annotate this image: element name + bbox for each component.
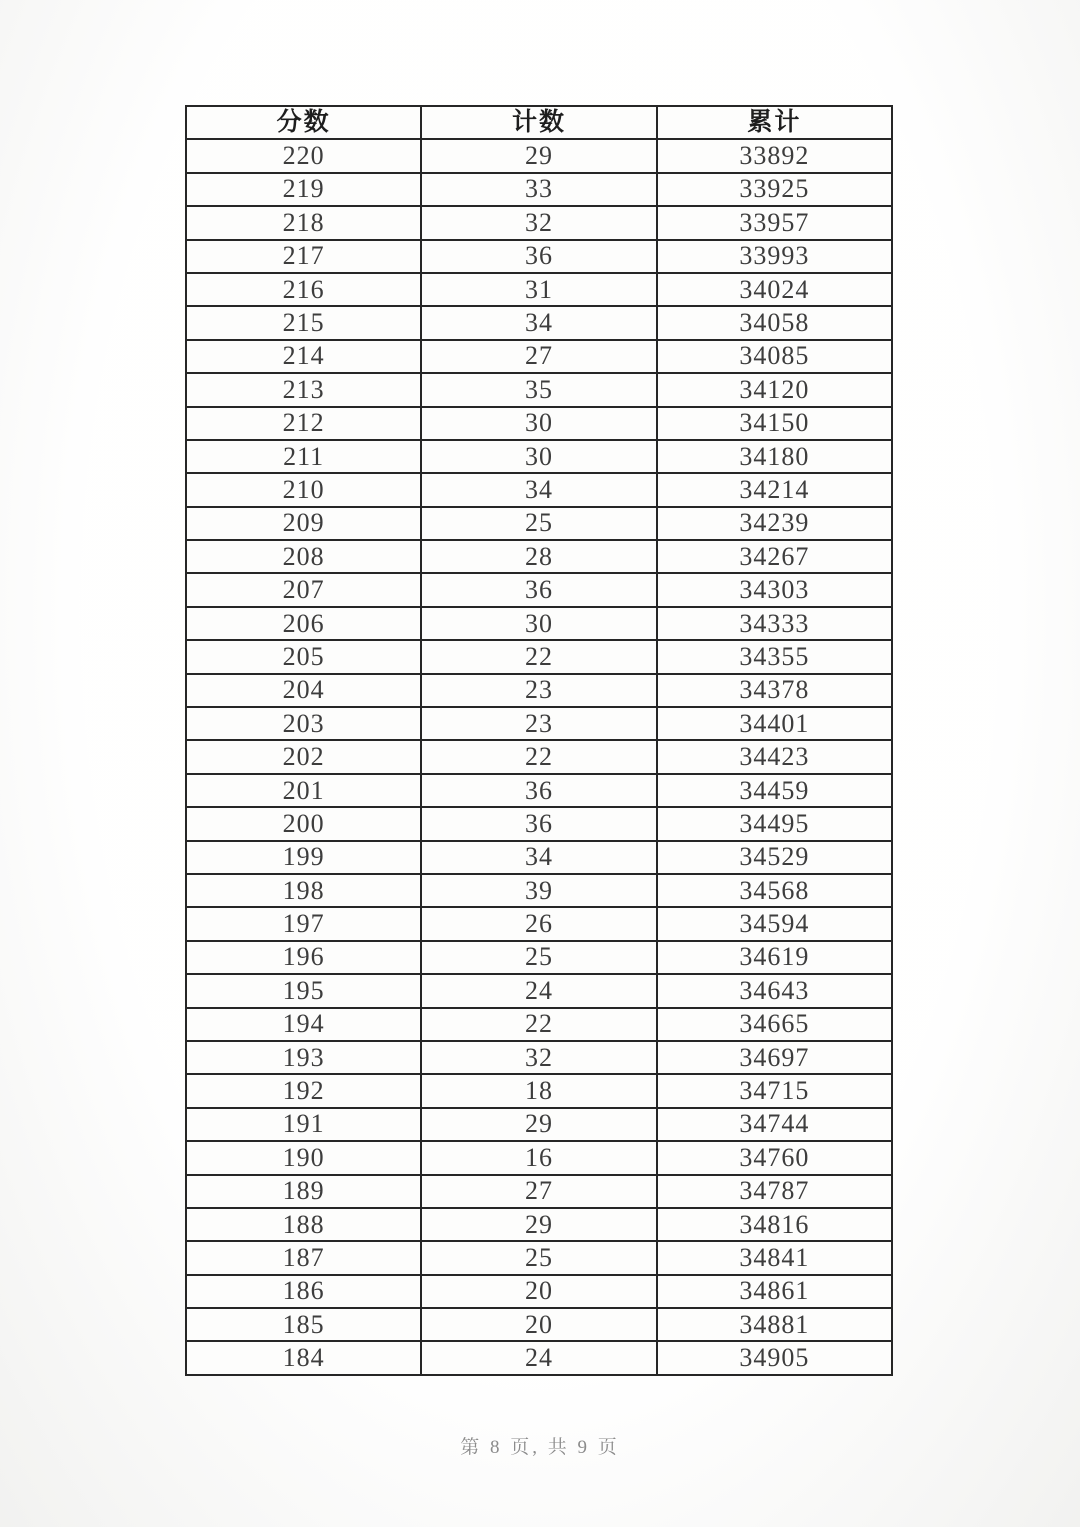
cumulative-cell: 33957 (657, 206, 892, 239)
count-cell: 33 (421, 173, 656, 206)
score-cell: 196 (186, 941, 421, 974)
score-cell: 192 (186, 1074, 421, 1107)
count-cell: 36 (421, 573, 656, 606)
count-cell: 39 (421, 874, 656, 907)
score-cell: 205 (186, 640, 421, 673)
cumulative-cell: 34495 (657, 807, 892, 840)
table-row (186, 1241, 892, 1274)
cumulative-cell: 34333 (657, 607, 892, 640)
table-row (186, 1208, 892, 1241)
score-cell: 220 (186, 139, 421, 172)
count-cell: 27 (421, 340, 656, 373)
count-cell: 25 (421, 507, 656, 540)
table-row (186, 874, 892, 907)
count-cell: 30 (421, 607, 656, 640)
score-cell: 212 (186, 407, 421, 440)
cumulative-cell: 34529 (657, 841, 892, 874)
table-row (186, 774, 892, 807)
cumulative-cell: 34744 (657, 1108, 892, 1141)
count-cell: 36 (421, 807, 656, 840)
cumulative-cell: 34058 (657, 306, 892, 339)
count-cell: 16 (421, 1141, 656, 1174)
score-cell: 209 (186, 507, 421, 540)
count-cell: 25 (421, 1241, 656, 1274)
cumulative-cell: 34861 (657, 1275, 892, 1308)
count-cell: 36 (421, 240, 656, 273)
cumulative-cell: 34459 (657, 774, 892, 807)
cumulative-cell: 34881 (657, 1308, 892, 1341)
table-row (186, 173, 892, 206)
score-cell: 214 (186, 340, 421, 373)
score-cell: 186 (186, 1275, 421, 1308)
score-cell: 199 (186, 841, 421, 874)
page-footer: 第 8 页, 共 9 页 (460, 1437, 620, 1458)
cumulative-cell: 34180 (657, 440, 892, 473)
cumulative-cell: 34267 (657, 540, 892, 573)
score-cell: 215 (186, 306, 421, 339)
count-cell: 32 (421, 1041, 656, 1074)
score-distribution-table (185, 105, 893, 1376)
table-row (186, 1341, 892, 1374)
count-cell: 22 (421, 740, 656, 773)
cumulative-cell: 33892 (657, 139, 892, 172)
table-row (186, 540, 892, 573)
score-cell: 217 (186, 240, 421, 273)
table-row (186, 1008, 892, 1041)
count-cell: 24 (421, 1341, 656, 1374)
cumulative-cell: 34665 (657, 1008, 892, 1041)
score-cell: 194 (186, 1008, 421, 1041)
cumulative-cell: 34150 (657, 407, 892, 440)
cumulative-cell: 34816 (657, 1208, 892, 1241)
table-row (186, 1275, 892, 1308)
score-cell: 202 (186, 740, 421, 773)
table-row (186, 1041, 892, 1074)
table-row (186, 841, 892, 874)
count-cell: 25 (421, 941, 656, 974)
table-row (186, 440, 892, 473)
count-cell: 22 (421, 1008, 656, 1041)
count-cell: 34 (421, 473, 656, 506)
count-cell: 23 (421, 674, 656, 707)
table-row (186, 1175, 892, 1208)
table-row (186, 1308, 892, 1341)
count-cell: 20 (421, 1275, 656, 1308)
score-cell: 204 (186, 674, 421, 707)
cumulative-cell: 34303 (657, 573, 892, 606)
cumulative-cell: 34643 (657, 974, 892, 1007)
table-row (186, 974, 892, 1007)
table-row (186, 707, 892, 740)
cumulative-cell: 34905 (657, 1341, 892, 1374)
score-cell: 213 (186, 373, 421, 406)
table-row (186, 740, 892, 773)
cumulative-cell: 34120 (657, 373, 892, 406)
table-row (186, 674, 892, 707)
score-cell: 191 (186, 1108, 421, 1141)
cumulative-cell: 34423 (657, 740, 892, 773)
cumulative-cell: 33925 (657, 173, 892, 206)
table-row (186, 306, 892, 339)
count-cell: 29 (421, 1108, 656, 1141)
cumulative-cell: 34568 (657, 874, 892, 907)
score-cell: 198 (186, 874, 421, 907)
table-row (186, 941, 892, 974)
table-row (186, 1108, 892, 1141)
count-cell: 18 (421, 1074, 656, 1107)
table-row (186, 1141, 892, 1174)
count-cell: 30 (421, 440, 656, 473)
count-cell: 32 (421, 206, 656, 239)
cumulative-cell: 34715 (657, 1074, 892, 1107)
cumulative-cell: 34787 (657, 1175, 892, 1208)
cumulative-cell: 34401 (657, 707, 892, 740)
score-cell: 197 (186, 907, 421, 940)
cumulative-cell: 34378 (657, 674, 892, 707)
cumulative-cell: 34214 (657, 473, 892, 506)
header-count: 计数 (421, 106, 656, 139)
count-cell: 28 (421, 540, 656, 573)
count-cell: 34 (421, 841, 656, 874)
score-cell: 218 (186, 206, 421, 239)
cumulative-cell: 33993 (657, 240, 892, 273)
score-cell: 211 (186, 440, 421, 473)
cumulative-cell: 34239 (657, 507, 892, 540)
count-cell: 29 (421, 1208, 656, 1241)
header-row (186, 106, 892, 139)
score-cell: 216 (186, 273, 421, 306)
cumulative-cell: 34024 (657, 273, 892, 306)
count-cell: 20 (421, 1308, 656, 1341)
cumulative-cell: 34594 (657, 907, 892, 940)
count-cell: 31 (421, 273, 656, 306)
count-cell: 34 (421, 306, 656, 339)
cumulative-cell: 34355 (657, 640, 892, 673)
score-cell: 193 (186, 1041, 421, 1074)
cumulative-cell: 34841 (657, 1241, 892, 1274)
score-cell: 219 (186, 173, 421, 206)
score-cell: 208 (186, 540, 421, 573)
count-cell: 26 (421, 907, 656, 940)
score-cell: 201 (186, 774, 421, 807)
header-cumulative: 累计 (657, 106, 892, 139)
cumulative-cell: 34085 (657, 340, 892, 373)
count-cell: 30 (421, 407, 656, 440)
table-row (186, 240, 892, 273)
count-cell: 29 (421, 139, 656, 172)
table-row (186, 907, 892, 940)
table-row (186, 206, 892, 239)
count-cell: 23 (421, 707, 656, 740)
table-row (186, 373, 892, 406)
count-cell: 24 (421, 974, 656, 1007)
score-cell: 189 (186, 1175, 421, 1208)
score-cell: 184 (186, 1341, 421, 1374)
table-row (186, 607, 892, 640)
score-cell: 188 (186, 1208, 421, 1241)
score-cell: 210 (186, 473, 421, 506)
table-row (186, 340, 892, 373)
table-row (186, 807, 892, 840)
table-row (186, 139, 892, 172)
count-cell: 36 (421, 774, 656, 807)
table-row (186, 507, 892, 540)
cumulative-cell: 34697 (657, 1041, 892, 1074)
score-cell: 187 (186, 1241, 421, 1274)
count-cell: 27 (421, 1175, 656, 1208)
score-cell: 185 (186, 1308, 421, 1341)
count-cell: 22 (421, 640, 656, 673)
table-row (186, 407, 892, 440)
score-cell: 206 (186, 607, 421, 640)
header-score: 分数 (186, 106, 421, 139)
table-row (186, 640, 892, 673)
count-cell: 35 (421, 373, 656, 406)
score-cell: 200 (186, 807, 421, 840)
score-cell: 207 (186, 573, 421, 606)
table-row (186, 473, 892, 506)
cumulative-cell: 34760 (657, 1141, 892, 1174)
cumulative-cell: 34619 (657, 941, 892, 974)
table-body (186, 139, 892, 1374)
score-cell: 203 (186, 707, 421, 740)
table-row (186, 273, 892, 306)
score-cell: 195 (186, 974, 421, 1007)
table-row (186, 1074, 892, 1107)
table-row (186, 573, 892, 606)
score-cell: 190 (186, 1141, 421, 1174)
